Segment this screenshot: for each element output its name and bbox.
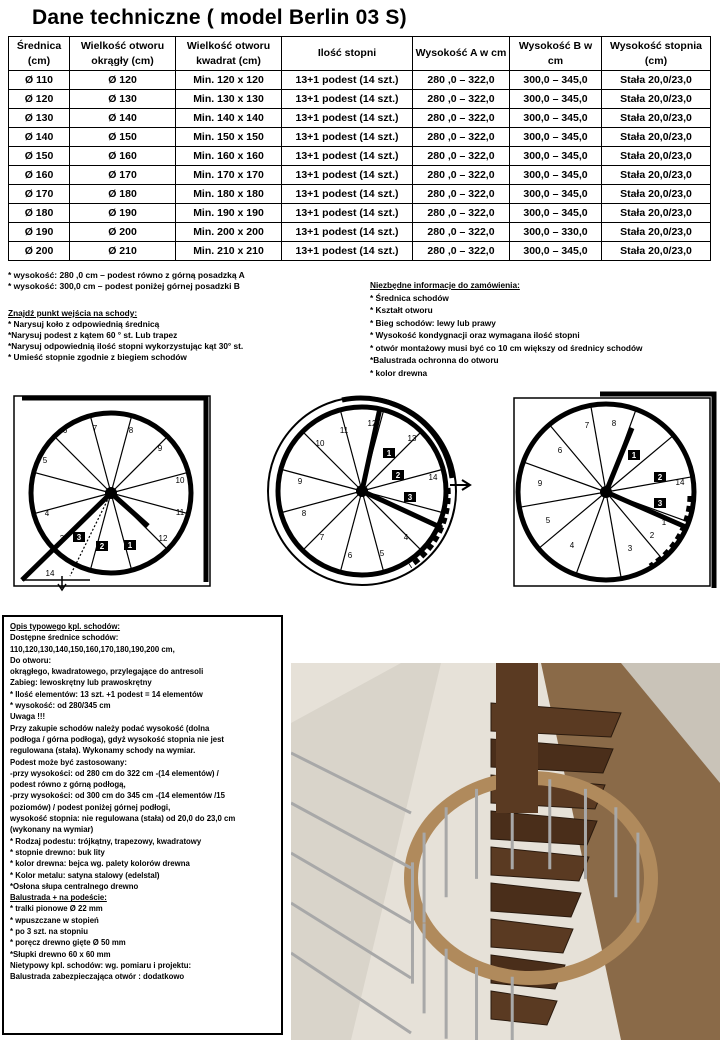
description-line: regulowana (stała). Wykonamy schody na wymiar. bbox=[10, 746, 196, 756]
step-divider bbox=[340, 410, 362, 491]
step-divider bbox=[54, 436, 111, 493]
stair-layout-diagrams bbox=[0, 388, 720, 603]
column-header: Średnica (cm) bbox=[9, 37, 70, 71]
table-cell: 13+1 podest (14 szt.) bbox=[282, 128, 413, 147]
table-cell: 280 ,0 – 322,0 bbox=[413, 185, 510, 204]
table-cell: Min. 170 x 170 bbox=[176, 166, 282, 185]
table-cell: Ø 130 bbox=[70, 90, 176, 109]
step-number: 4 bbox=[569, 541, 575, 550]
description-line: Opis typowego kpl. schodów: bbox=[10, 622, 121, 631]
step-number: 5 bbox=[545, 516, 551, 525]
table-cell: Stała 20,0/23,0 bbox=[602, 242, 711, 261]
table-row bbox=[9, 223, 711, 242]
list-item: *Narysuj odpowiednią ilość stopni wykorzystując kąt 30° st. bbox=[8, 341, 244, 351]
table-cell: 280 ,0 – 322,0 bbox=[413, 71, 510, 90]
table-cell: 13+1 podest (14 szt.) bbox=[282, 223, 413, 242]
step-number: 3 bbox=[627, 544, 633, 553]
step-box-2: 2 bbox=[657, 473, 663, 482]
description-line: * po 3 szt. na stopniu bbox=[10, 927, 88, 937]
table-cell: Min. 190 x 190 bbox=[176, 204, 282, 223]
table-cell: Ø 130 bbox=[9, 109, 70, 128]
description-line: Uwaga !!! bbox=[10, 712, 46, 722]
description-line: -przy wysokości: od 300 cm do 345 cm -(14 elementów /15 bbox=[10, 791, 225, 801]
step-number: 10 bbox=[315, 439, 325, 448]
description-line: podest równo z górną podłogą, bbox=[10, 780, 126, 790]
description-line: Dostępne średnice schodów: bbox=[10, 633, 119, 643]
note-b: * wysokość: 300,0 cm – podest poniżej górnej posadzki B bbox=[8, 281, 240, 291]
table-cell: 280 ,0 – 322,0 bbox=[413, 147, 510, 166]
table-cell: Stała 20,0/23,0 bbox=[602, 128, 711, 147]
description-line: * poręcz drewno gięte Ø 50 mm bbox=[10, 938, 126, 948]
list-item: * Średnica schodów bbox=[370, 292, 449, 303]
step-box-3: 3 bbox=[657, 499, 663, 508]
description-line: * Kolor metalu: satyna stalowy (edelstal) bbox=[10, 870, 160, 880]
table-cell: 300,0 – 345,0 bbox=[510, 128, 602, 147]
table-cell: Ø 110 bbox=[9, 71, 70, 90]
column-header: Wysokość B w cm bbox=[510, 37, 602, 71]
description-line: *Osłona słupa centralnego drewno bbox=[10, 881, 139, 891]
diagram-square-opening bbox=[14, 396, 210, 590]
step-box-2: 2 bbox=[395, 471, 401, 480]
table-cell: Stała 20,0/23,0 bbox=[602, 109, 711, 128]
table-cell: Min. 200 x 200 bbox=[176, 223, 282, 242]
description-line: * kolor drewna: bejca wg. palety kolorów drewna bbox=[10, 859, 190, 869]
step-number: 7 bbox=[584, 421, 590, 430]
entry-point-section bbox=[8, 308, 243, 363]
entry-point-heading: Znajdź punkt wejścia na schody: bbox=[8, 308, 138, 318]
table-header-row bbox=[9, 37, 711, 71]
table-cell: 300,0 – 345,0 bbox=[510, 166, 602, 185]
description-line: 110,120,130,140,150,160,170,180,190,200 cm, bbox=[10, 644, 175, 654]
table-cell: 280 ,0 – 322,0 bbox=[413, 109, 510, 128]
step-number: 11 bbox=[175, 508, 185, 517]
table-cell: Ø 170 bbox=[70, 166, 176, 185]
description-line: Nietypowy kpl. schodów: wg. pomiaru i projektu: bbox=[10, 960, 192, 970]
description-line: * Ilość elementów: 13 szt. +1 podest = 14 elementów bbox=[10, 689, 203, 699]
table-cell: Min. 160 x 160 bbox=[176, 147, 282, 166]
list-item: * otwór montażowy musi być co 10 cm większy od średnicy schodów bbox=[370, 342, 643, 353]
description-line: wysokość stopnia: nie regulowana (stała) od 20,0 do 23,0 cm bbox=[10, 814, 236, 824]
table-row bbox=[9, 71, 711, 90]
table-cell: Stała 20,0/23,0 bbox=[602, 223, 711, 242]
description-line: * tralki pionowe Ø 22 mm bbox=[10, 904, 103, 914]
table-cell: Min. 210 x 210 bbox=[176, 242, 282, 261]
step-divider bbox=[34, 472, 111, 493]
description-box bbox=[2, 615, 283, 1035]
step-number: 5 bbox=[42, 456, 48, 465]
list-item: * kolor drewna bbox=[370, 367, 428, 378]
table-cell: 300,0 – 345,0 bbox=[510, 147, 602, 166]
step-number: 6 bbox=[347, 551, 353, 560]
column-header: Wysokość stopnia (cm) bbox=[602, 37, 711, 71]
column-header: Wielkość otworu kwadrat (cm) bbox=[176, 37, 282, 71]
step-divider bbox=[519, 492, 606, 507]
table-cell: Min. 120 x 120 bbox=[176, 71, 282, 90]
table-cell: Ø 140 bbox=[9, 128, 70, 147]
step-number: 2 bbox=[649, 531, 655, 540]
table-cell: 300,0 – 330,0 bbox=[510, 223, 602, 242]
description-line: -przy wysokości: od 280 cm do 322 cm -(14 elementów) / bbox=[10, 768, 219, 778]
table-cell: 300,0 – 345,0 bbox=[510, 185, 602, 204]
table-cell: 13+1 podest (14 szt.) bbox=[282, 242, 413, 261]
step-number: 3 bbox=[59, 534, 65, 543]
description-line: Zabieg: lewoskrętny lub prawoskrętny bbox=[10, 678, 152, 688]
table-cell: Ø 200 bbox=[70, 223, 176, 242]
description-line: *Słupki drewno 60 x 60 mm bbox=[10, 949, 111, 959]
step-divider bbox=[281, 469, 362, 491]
list-item: * Narysuj koło z odpowiednią średnicą bbox=[8, 319, 160, 329]
column-header: Wielkość otworu okrągły (cm) bbox=[70, 37, 176, 71]
list-item: * Wysokość kondygnacji oraz wymagana ilość stopni bbox=[370, 330, 580, 340]
description-line: podłoga / górna podłoga), gdyż wysokość stopnia nie jest bbox=[10, 734, 225, 744]
step-box-1: 1 bbox=[386, 449, 392, 458]
step-number: 14 bbox=[45, 569, 55, 578]
table-cell: Ø 150 bbox=[9, 147, 70, 166]
step-number: 7 bbox=[319, 533, 325, 542]
staircase-photo bbox=[291, 663, 720, 1040]
description-line: poziomów) / podest poniżej górnej podłogi, bbox=[10, 802, 171, 812]
step-number: 12 bbox=[367, 419, 377, 428]
table-cell: 13+1 podest (14 szt.) bbox=[282, 185, 413, 204]
table-cell: 13+1 podest (14 szt.) bbox=[282, 204, 413, 223]
description-line: Do otworu: bbox=[10, 655, 52, 665]
step-number: 6 bbox=[62, 426, 68, 435]
table-row bbox=[9, 242, 711, 261]
table-cell: Min. 130 x 130 bbox=[176, 90, 282, 109]
table-cell: Ø 150 bbox=[70, 128, 176, 147]
step-number: 8 bbox=[128, 426, 134, 435]
table-cell: 13+1 podest (14 szt.) bbox=[282, 71, 413, 90]
table-row bbox=[9, 204, 711, 223]
column-header: Wysokość A w cm bbox=[413, 37, 510, 71]
table-cell: 280 ,0 – 322,0 bbox=[413, 166, 510, 185]
description-line: * wysokość: od 280/345 cm bbox=[10, 701, 111, 711]
step-number: 9 bbox=[297, 477, 303, 486]
step-number: 9 bbox=[157, 444, 163, 453]
table-cell: Stała 20,0/23,0 bbox=[602, 204, 711, 223]
table-cell: 13+1 podest (14 szt.) bbox=[282, 166, 413, 185]
list-item: * Bieg schodów: lewy lub prawy bbox=[370, 317, 496, 328]
table-cell: 280 ,0 – 322,0 bbox=[413, 128, 510, 147]
description-line: Podest może być zastosowany: bbox=[10, 757, 127, 767]
table-cell: Stała 20,0/23,0 bbox=[602, 90, 711, 109]
table-cell: Ø 120 bbox=[70, 71, 176, 90]
table-cell: 300,0 – 345,0 bbox=[510, 204, 602, 223]
table-cell: 13+1 podest (14 szt.) bbox=[282, 90, 413, 109]
table-cell: 300,0 – 345,0 bbox=[510, 71, 602, 90]
table-cell: Stała 20,0/23,0 bbox=[602, 71, 711, 90]
spec-table bbox=[8, 36, 711, 261]
description-line: Balustrada + na podeście: bbox=[10, 893, 107, 903]
diagram-round-opening bbox=[268, 397, 470, 585]
table-row bbox=[9, 147, 711, 166]
table-cell: Ø 190 bbox=[9, 223, 70, 242]
table-cell: 280 ,0 – 322,0 bbox=[413, 223, 510, 242]
table-cell: Ø 200 bbox=[9, 242, 70, 261]
table-row bbox=[9, 185, 711, 204]
table-cell: 300,0 – 345,0 bbox=[510, 109, 602, 128]
step-number: 12 bbox=[158, 534, 168, 543]
table-row bbox=[9, 128, 711, 147]
step-divider bbox=[303, 432, 362, 491]
table-cell: 280 ,0 – 322,0 bbox=[413, 242, 510, 261]
description-line: Przy zakupie schodów należy podać wysokość (dolna bbox=[10, 723, 210, 733]
table-cell: Min. 140 x 140 bbox=[176, 109, 282, 128]
step-number: 4 bbox=[44, 509, 50, 518]
table-cell: 300,0 – 345,0 bbox=[510, 90, 602, 109]
step-number: 14 bbox=[428, 473, 438, 482]
list-item: * Kształt otworu bbox=[370, 305, 433, 315]
table-cell: Stała 20,0/23,0 bbox=[602, 185, 711, 204]
step-number: 9 bbox=[537, 479, 543, 488]
step-divider bbox=[362, 491, 384, 572]
table-cell: Ø 180 bbox=[70, 185, 176, 204]
table-cell: Min. 150 x 150 bbox=[176, 128, 282, 147]
table-cell: Stała 20,0/23,0 bbox=[602, 166, 711, 185]
table-row bbox=[9, 90, 711, 109]
table-cell: Ø 160 bbox=[9, 166, 70, 185]
step-number: 6 bbox=[557, 446, 563, 455]
step-number: 11 bbox=[339, 426, 349, 435]
table-cell: Ø 190 bbox=[70, 204, 176, 223]
list-item: *Balustrada ochronna do otworu bbox=[370, 355, 499, 365]
table-cell: Ø 180 bbox=[9, 204, 70, 223]
table-row bbox=[9, 166, 711, 185]
table-row bbox=[9, 109, 711, 128]
table-cell: Stała 20,0/23,0 bbox=[602, 147, 711, 166]
order-info-section bbox=[370, 279, 643, 379]
table-cell: 13+1 podest (14 szt.) bbox=[282, 147, 413, 166]
step-box-1: 1 bbox=[631, 451, 637, 460]
height-notes bbox=[8, 270, 245, 292]
table-cell: 13+1 podest (14 szt.) bbox=[282, 109, 413, 128]
list-item: * Umieść stopnie zgodnie z biegiem schodów bbox=[8, 352, 187, 362]
step-divider bbox=[606, 492, 621, 579]
description-line: (wykonany na wymiar) bbox=[10, 825, 94, 835]
step-number: 8 bbox=[301, 509, 307, 518]
step-number: 13 bbox=[407, 434, 417, 443]
table-cell: Ø 160 bbox=[70, 147, 176, 166]
description-line: okrągłego, kwadratowego, przylegające do antresoli bbox=[10, 667, 204, 677]
step-divider bbox=[281, 491, 362, 513]
step-box-3: 3 bbox=[407, 493, 413, 502]
step-divider bbox=[303, 491, 362, 550]
table-cell: Ø 170 bbox=[9, 185, 70, 204]
step-number: 5 bbox=[379, 549, 385, 558]
step-number: 7 bbox=[92, 424, 98, 433]
table-cell: 280 ,0 – 322,0 bbox=[413, 204, 510, 223]
step-box-2: 2 bbox=[99, 542, 105, 551]
table-cell: Ø 120 bbox=[9, 90, 70, 109]
diagram-square-opening-right bbox=[514, 394, 714, 588]
table-cell: Ø 210 bbox=[70, 242, 176, 261]
page-title: Dane techniczne ( model Berlin 03 S) bbox=[32, 6, 407, 29]
list-item: *Narysuj podest z kątem 60 ° st. Lub trapez bbox=[8, 330, 178, 340]
step-box-3: 3 bbox=[76, 533, 82, 542]
order-info-heading: Niezbędne informacje do zamówienia: bbox=[370, 280, 520, 290]
step-number: 8 bbox=[611, 419, 617, 428]
description-line: Balustrada zabezpieczająca otwór : dodatkowo bbox=[10, 972, 185, 982]
step-number: 10 bbox=[175, 476, 185, 485]
step-number: 4 bbox=[403, 533, 409, 542]
step-divider bbox=[591, 405, 606, 492]
description-line: * wpuszczane w stopień bbox=[10, 915, 99, 925]
table-cell: Min. 180 x 180 bbox=[176, 185, 282, 204]
step-number: 14 bbox=[675, 478, 685, 487]
column-header: Ilość stopni bbox=[282, 37, 413, 71]
step-box-1: 1 bbox=[127, 541, 133, 550]
step-number: 1 bbox=[661, 518, 667, 527]
table-cell: 280 ,0 – 322,0 bbox=[413, 90, 510, 109]
table-cell: 300,0 – 345,0 bbox=[510, 242, 602, 261]
description-line: * stopnie drewno: buk lity bbox=[10, 847, 105, 857]
description-line: * Rodzaj podestu: trójkątny, trapezowy, kwadratowy bbox=[10, 836, 202, 846]
note-a: * wysokość: 280 ,0 cm – podest równo z górną posadzką A bbox=[8, 270, 245, 280]
table-cell: Ø 140 bbox=[70, 109, 176, 128]
